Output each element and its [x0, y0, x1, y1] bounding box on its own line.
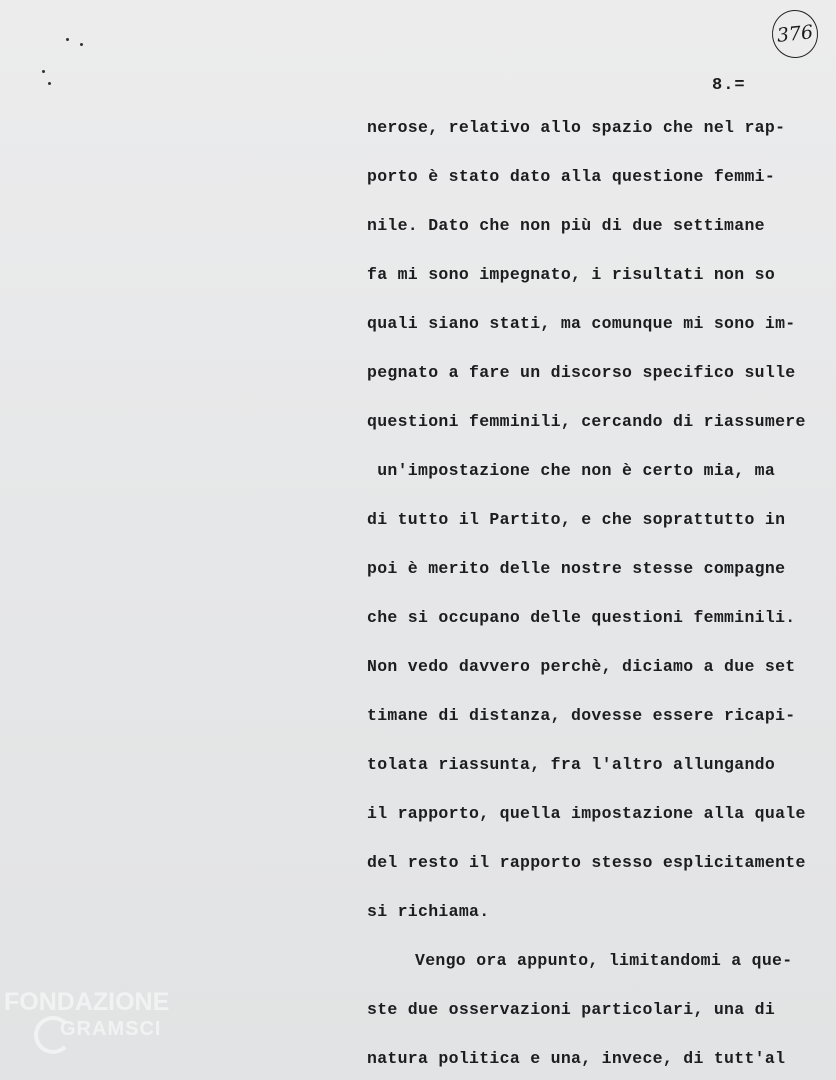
text-line: nerose, relativo allo spazio che nel rap-	[367, 118, 786, 137]
archive-number-stamp: 376	[770, 8, 821, 61]
text-line: il rapporto, quella impostazione alla quale	[367, 804, 806, 823]
text-line: tolata riassunta, fra l'altro allungando	[367, 755, 776, 774]
text-line: porto è stato dato alla questione femmi-	[367, 167, 776, 186]
text-line: Non vedo davvero perchè, diciamo a due set	[367, 657, 796, 676]
foundation-watermark	[4, 988, 204, 1068]
text-line: di tutto il Partito, e che soprattutto in	[367, 510, 786, 529]
text-line: che si occupano delle questioni femminili.	[367, 608, 796, 627]
text-line: pegnato a fare un discorso specifico sulle	[367, 363, 796, 382]
text-line: Vengo ora appunto, limitandomi a que-	[415, 951, 793, 970]
text-line: questioni femminili, cercando di riassumere	[367, 412, 806, 431]
text-line: un'impostazione che non è certo mia, ma	[367, 461, 776, 480]
text-line: poi è merito delle nostre stesse compagne	[367, 559, 786, 578]
text-line: si richiama.	[367, 902, 490, 921]
page-number: 8.=	[712, 76, 746, 95]
text-line: natura politica e una, invece, di tutt'al	[367, 1049, 786, 1068]
text-line: ste due osservazioni particolari, una di	[367, 1000, 776, 1019]
watermark-line-2: GRAMSCI	[60, 1018, 162, 1040]
text-line: del resto il rapporto stesso esplicitamente	[367, 853, 806, 872]
text-line: fa mi sono impegnato, i risultati non so	[367, 265, 776, 284]
watermark-line-1: FONDAZIONE	[4, 988, 170, 1016]
text-line: timane di distanza, dovesse essere ricapi-	[367, 706, 796, 725]
text-line: quali siano stati, ma comunque mi sono im-	[367, 314, 796, 333]
text-line: nile. Dato che non più di due settimane	[367, 216, 765, 235]
